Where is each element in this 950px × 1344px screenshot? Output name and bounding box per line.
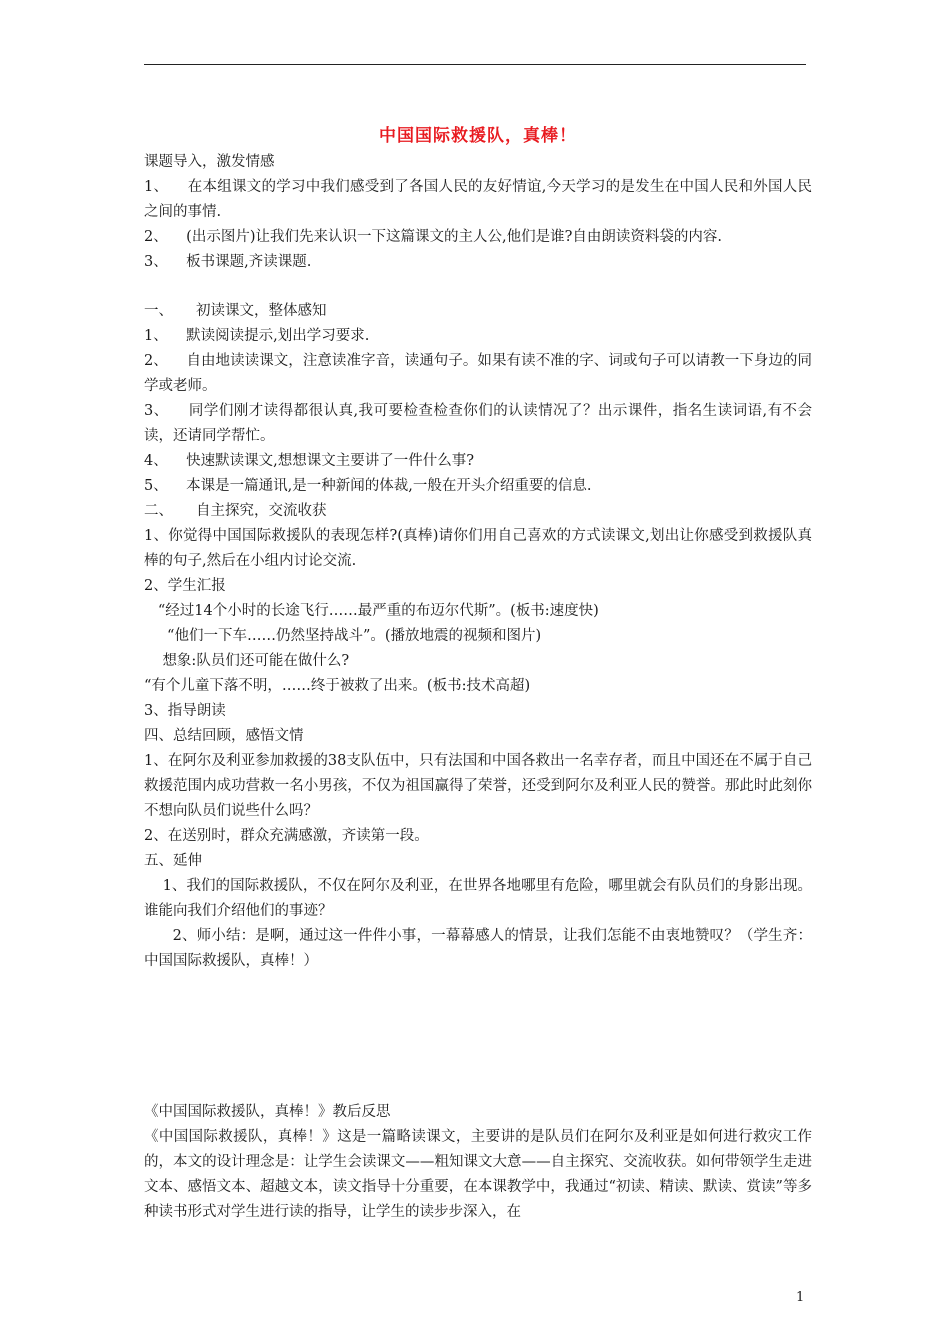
paragraph: 2、学生汇报 bbox=[144, 578, 226, 594]
paragraph: 2、师小结：是啊，通过这一件件小事，一幕幕感人的情景，让我们怎能不由衷地赞叹？（学生齐：中国国际救援队，真棒！） bbox=[144, 928, 812, 969]
page-number: 1 bbox=[796, 1290, 805, 1305]
quote-line: “经过14个小时的长途飞行……最严重的布迈尔代斯”。(板书:速度快) bbox=[144, 603, 599, 619]
paragraph: 3、指导朗读 bbox=[144, 703, 226, 719]
reflection-heading: 《中国国际救援队，真棒！》教后反思 bbox=[144, 1104, 391, 1120]
section-heading: 二、 自主探究，交流收获 bbox=[144, 503, 327, 519]
section-heading: 一、 初读课文，整体感知 bbox=[144, 303, 327, 319]
paragraph: 想象:队员们还可能在做什么? bbox=[144, 653, 350, 669]
paragraph: 2、在送别时，群众充满感激，齐读第一段。 bbox=[144, 828, 429, 844]
header-rule bbox=[144, 64, 806, 65]
paragraph: 1、在阿尔及利亚参加救援的38支队伍中，只有法国和中国各救出一名幸存者，而且中国还在不属于自己救援范围内成功营救一名小男孩，不仅为祖国赢得了荣誉，还受到阿尔及利亚人民的赞誉。那此时此刻你不想向队员们说些什么吗？ bbox=[144, 753, 812, 819]
paragraph: 5、 本课是一篇通讯,是一种新闻的体裁,一般在开头介绍重要的信息. bbox=[144, 478, 592, 494]
section-heading: 五、延伸 bbox=[144, 853, 202, 869]
section-heading: 四、总结回顾，感悟文情 bbox=[144, 728, 304, 744]
paragraph: 2、 (出示图片)让我们先来认识一下这篇课文的主人公,他们是谁?自由朗读资料袋的内容. bbox=[144, 229, 722, 245]
paragraph: 1、我们的国际救援队，不仅在阿尔及利亚，在世界各地哪里有危险，哪里就会有队员们的身影出现。谁能向我们介绍他们的事迹？ bbox=[144, 878, 812, 919]
blank-space bbox=[144, 974, 812, 1100]
paragraph: 1、 默读阅读提示,划出学习要求. bbox=[144, 328, 370, 344]
document-title: 中国国际救援队，真棒！ bbox=[379, 126, 577, 146]
quote-line: “他们一下车……仍然坚持战斗”。(播放地震的视频和图片) bbox=[144, 628, 542, 644]
paragraph: 1、你觉得中国国际救援队的表现怎样?(真棒)请你们用自己喜欢的方式读课文,划出让你感受到救援队真棒的句子,然后在小组内讨论交流. bbox=[144, 528, 812, 569]
quote-line: “有个儿童下落不明，……终于被救了出来。(板书:技术高超) bbox=[144, 678, 531, 694]
paragraph: 4、 快速默读课文,想想课文主要讲了一件什么事? bbox=[144, 453, 475, 469]
paragraph: 3、 同学们刚才读得都很认真,我可要检查检查你们的认读情况了？出示课件，指名生读词语,有不会读，还请同学帮忙。 bbox=[144, 403, 812, 444]
reflection-body: 《中国国际救援队，真棒！》这是一篇略读课文，主要讲的是队员们在阿尔及利亚是如何进行救灾工作的，本文的设计理念是：让学生会读课文——粗知课文大意——自主探究、交流收获。如何带领学生走进文本、感悟文本、超越文本，读文指导十分重要，在本课教学中，我通过“初读、精读、默读、赏读”等多种读书形式对学生进行读的指导，让学生的读步步深入，在 bbox=[144, 1129, 812, 1220]
paragraph: 2、 自由地读读课文，注意读准字音，读通句子。如果有读不准的字、词或句子可以请教一下身边的同学或老师。 bbox=[144, 353, 812, 394]
paragraph: 1、 在本组课文的学习中我们感受到了各国人民的友好情谊,今天学习的是发生在中国人民和外国人民之间的事情. bbox=[144, 179, 812, 220]
document-body bbox=[144, 122, 812, 1225]
blank-line bbox=[144, 275, 812, 299]
paragraph: 课题导入，激发情感 bbox=[144, 154, 275, 170]
paragraph: 3、 板书课题,齐读课题. bbox=[144, 254, 312, 270]
